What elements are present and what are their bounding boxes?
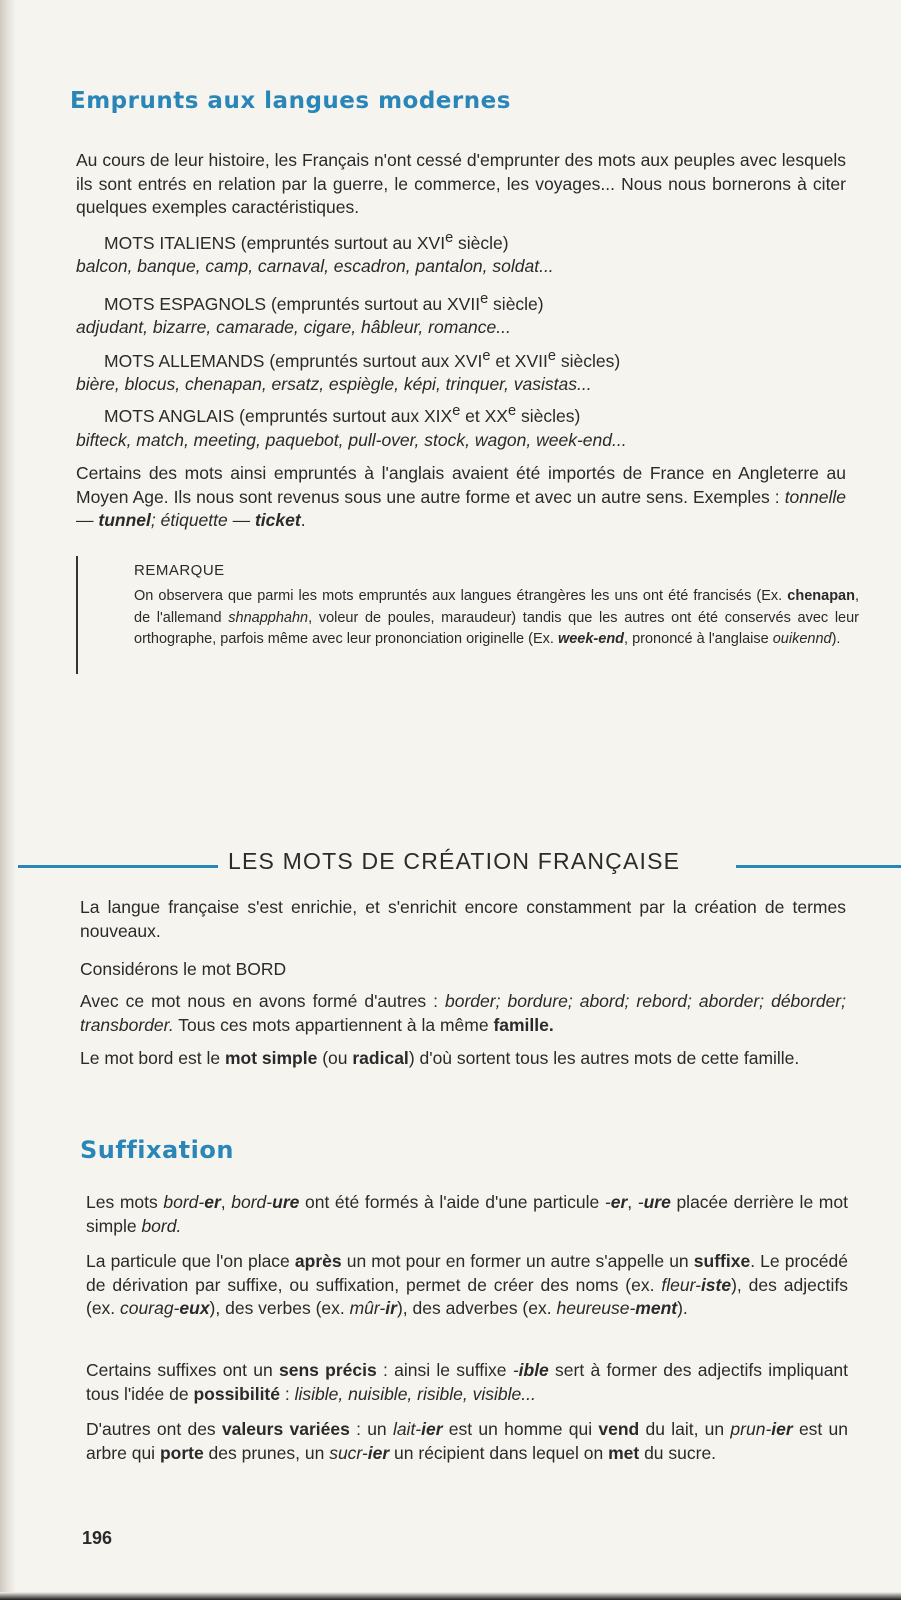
page-bottom-edge xyxy=(0,1592,901,1600)
suffixation-paragraph-2: La particule que l'on place après un mot pour en former un autre s'appelle un suffixe. Le procédé de dérivation par suffixe, ou suffixation, permet de créer des noms (ex. fleur-iste), des adjectifs (ex. courag-eux), des verbes (ex. mûr-ir), des adverbes (ex. heureuse-ment). xyxy=(86,1251,848,1318)
section-title-creation: LES MOTS DE CRÉATION FRANÇAISE xyxy=(228,848,681,874)
suffixation-paragraph-4: D'autres ont des valeurs variées : un lait-ier est un homme qui vend du lait, un prun-ier est un arbre qui porte des prunes, un sucr-ier un récipient dans lequel on met du sucre. xyxy=(86,1419,849,1463)
section-title-suffixation: Suffixation xyxy=(80,1136,234,1164)
anglais-origin-paragraph: Certains des mots ainsi empruntés à l'anglais avaient été importés de France en Angleterre au Moyen Age. Ils nous sont revenus sous une autre forme et avec un autre sens. Exemples : tonnelle — tunnel; étiquette — ticket. xyxy=(76,463,846,530)
group-heading-espagnols: MOTS ESPAGNOLS (empruntés surtout au XVIIe siècle) xyxy=(104,291,544,314)
creation-paragraph-3: Avec ce mot nous en avons formé d'autres : border; bordure; abord; rebord; aborder; déborder; transborder. Tous ces mots appartiennent à la même famille. xyxy=(80,991,846,1035)
page-number: 196 xyxy=(82,1528,113,1548)
examples-italiens: balcon, banque, camp, carnaval, escadron, pantalon, soldat... xyxy=(76,256,554,276)
examples-espagnols: adjudant, bizarre, camarade, cigare, hâbleur, romance... xyxy=(76,317,511,337)
suffixation-paragraph-1: Les mots bord-er, bord-ure ont été formés à l'aide d'une particule -er, -ure placée derrière le mot simple bord. xyxy=(86,1192,848,1236)
remark-vertical-bar xyxy=(76,556,78,674)
intro-paragraph: Au cours de leur histoire, les Français n'ont cessé d'emprunter des mots aux peuples avec lesquels ils sont entrés en relation par la guerre, le commerce, les voyages... Nous nous bornerons à citer quelques exemples caractéristiques. xyxy=(76,150,846,217)
group-heading-italiens: MOTS ITALIENS (empruntés surtout au XVIe siècle) xyxy=(104,230,509,253)
section-rule-left xyxy=(18,865,218,868)
section-rule-right xyxy=(736,865,901,868)
creation-paragraph-4: Le mot bord est le mot simple (ou radical) d'où sortent tous les autres mots de cette famille. xyxy=(80,1048,800,1068)
suffixation-paragraph-3: Certains suffixes ont un sens précis : ainsi le suffixe -ible sert à former des adjectifs impliquant tous l'idée de possibilité : lisible, nuisible, risible, visible... xyxy=(86,1360,849,1404)
remark-title: REMARQUE xyxy=(134,562,225,579)
examples-allemands: bière, blocus, chenapan, ersatz, espiègle, képi, trinquer, vasistas... xyxy=(76,374,592,394)
remark-paragraph: On observera que parmi les mots empruntés aux langues étrangères les uns ont été francisés (Ex. chenapan, de l'allemand shnapphahn, voleur de poules, maraudeur) tandis que les autres ont été conservés avec leur orthographe, parfois même avec leur prononciation originelle (Ex. week-end, prononcé à l'anglaise ouikennd). xyxy=(134,588,859,647)
section-title-emprunts: Emprunts aux langues modernes xyxy=(70,88,511,114)
examples-anglais: bifteck, match, meeting, paquebot, pull-over, stock, wagon, week-end... xyxy=(76,430,627,450)
group-heading-allemands: MOTS ALLEMANDS (empruntés surtout aux XVIe et XVIIe siècles) xyxy=(104,348,621,371)
group-heading-anglais: MOTS ANGLAIS (empruntés surtout aux XIXe et XXe siècles) xyxy=(104,403,581,426)
creation-paragraph-1: La langue française s'est enrichie, et s'enrichit encore constamment par la création de termes nouveaux. xyxy=(80,897,846,941)
book-spine-shadow xyxy=(0,0,16,1600)
creation-paragraph-2: Considérons le mot BORD xyxy=(80,959,287,979)
